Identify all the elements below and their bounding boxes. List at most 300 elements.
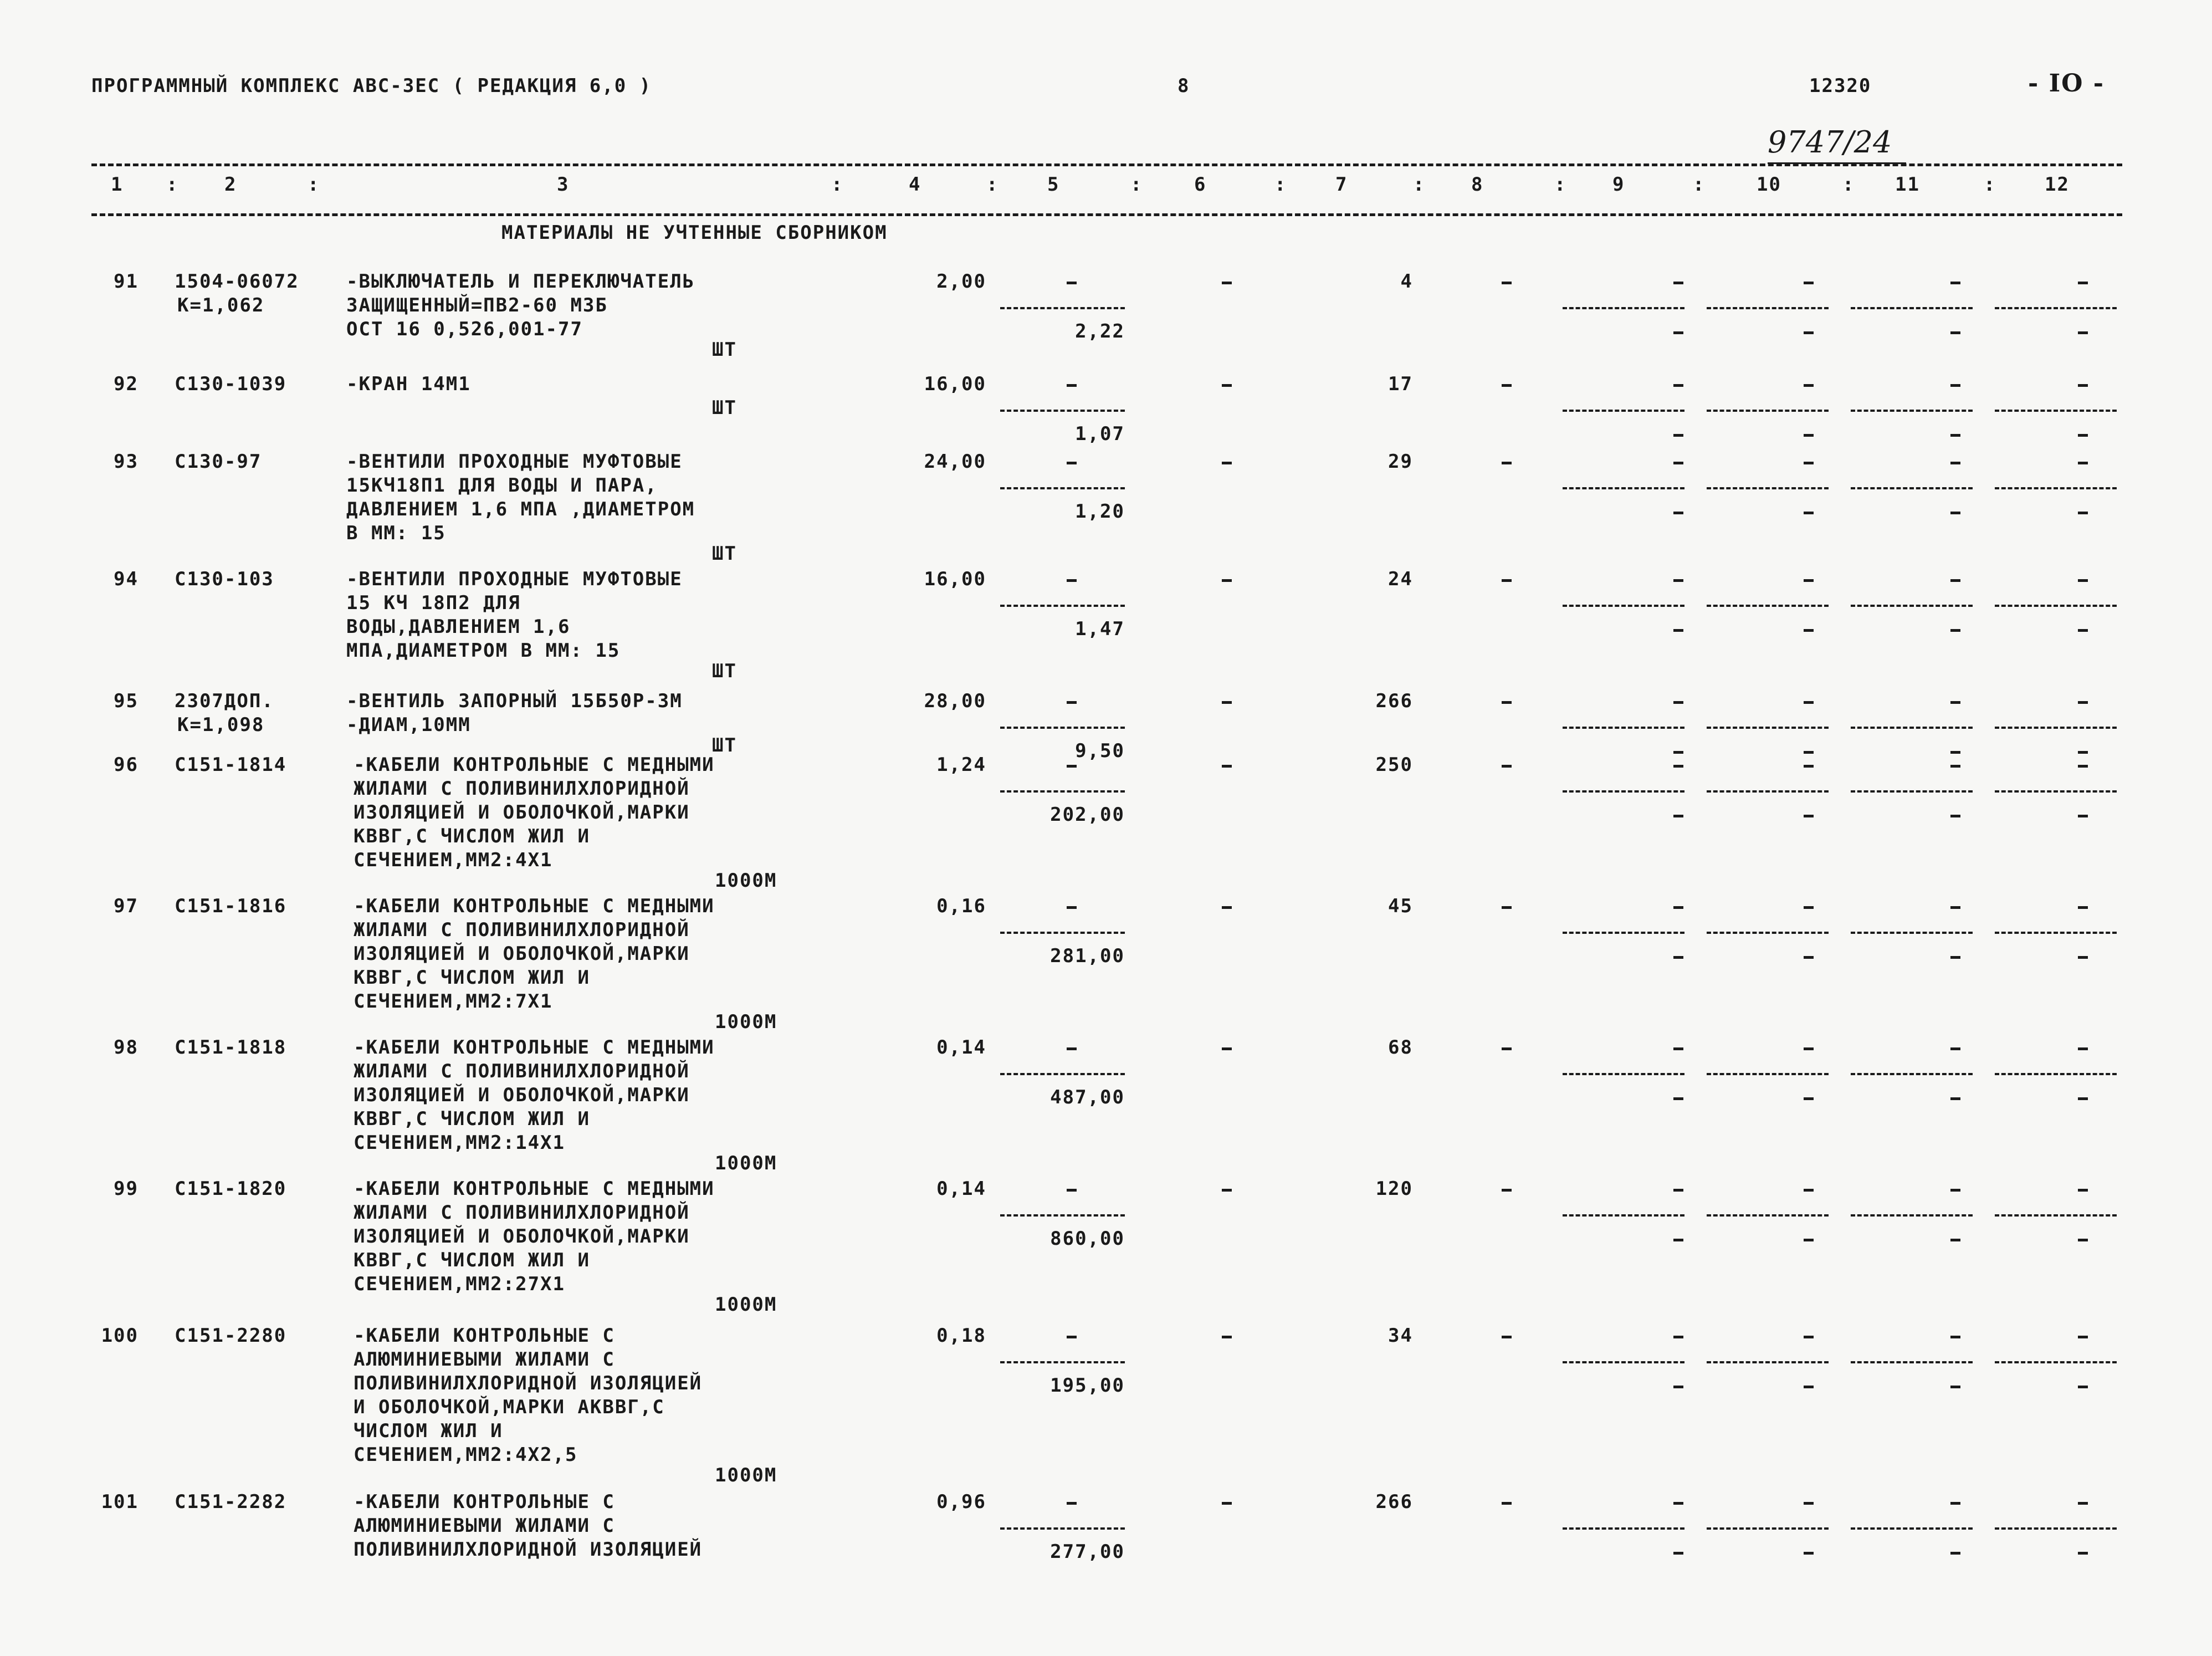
col9-fraction-line — [1563, 727, 1684, 729]
col6-dash — [1222, 701, 1232, 704]
col6-dash — [1222, 1189, 1232, 1192]
row-number: 100 — [101, 1325, 139, 1347]
row-code-coefficient: К=1,098 — [177, 714, 265, 736]
row-description-line: -КАБЕЛИ КОНТРОЛЬНЫЕ С МЕДНЫМИ — [354, 754, 715, 776]
col9-bottom-dash — [1673, 1239, 1683, 1241]
section-title: МАТЕРИАЛЫ НЕ УЧТЕННЫЕ СБОРНИКОМ — [501, 222, 888, 244]
row-description-line: В ММ: 15 — [346, 522, 446, 544]
column-header-10: 10 — [1757, 173, 1781, 196]
col8-dash — [1502, 1189, 1512, 1192]
col10-bottom-dash — [1804, 956, 1814, 959]
col11-fraction-line — [1851, 307, 1973, 309]
col5-fraction-line — [1000, 410, 1125, 412]
col5-top-dash — [1067, 462, 1077, 464]
col10-top-dash — [1804, 579, 1814, 582]
col8-dash — [1502, 384, 1512, 387]
col6-dash — [1222, 1502, 1232, 1505]
row-description-line: СЕЧЕНИЕМ,ММ2:14Х1 — [354, 1132, 565, 1154]
row-code: С151-1814 — [175, 754, 287, 776]
row-description-line: СЕЧЕНИЕМ,ММ2:7Х1 — [354, 990, 553, 1013]
col9-top-dash — [1673, 579, 1683, 582]
col11-bottom-dash — [1950, 512, 1960, 514]
row-unit-price: 1,47 — [1075, 618, 1125, 640]
col12-top-dash — [2078, 701, 2088, 704]
col9-top-dash — [1673, 701, 1683, 704]
col12-fraction-line — [1995, 1073, 2117, 1075]
row-description-line: -ВЫКЛЮЧАТЕЛЬ И ПЕРЕКЛЮЧАТЕЛЬ — [346, 270, 695, 293]
row-description-line: ЖИЛАМИ С ПОЛИВИНИЛХЛОРИДНОЙ — [354, 919, 690, 941]
row-description-line: -КРАН 14М1 — [346, 373, 471, 395]
row-number: 94 — [114, 568, 139, 590]
row-description-line: -КАБЕЛИ КОНТРОЛЬНЫЕ С — [354, 1491, 615, 1513]
row-unit: 1000М — [715, 870, 777, 892]
col10-fraction-line — [1707, 487, 1829, 489]
column-header-5: 5 — [1047, 173, 1060, 196]
col10-bottom-dash — [1804, 629, 1814, 632]
column-separator: : — [831, 173, 844, 196]
col10-top-dash — [1804, 1047, 1814, 1050]
col11-fraction-line — [1851, 1214, 1973, 1217]
col10-top-dash — [1804, 1502, 1814, 1505]
col5-top-dash — [1067, 906, 1077, 909]
row-description-line: ОСТ 16 0,526,001-77 — [346, 318, 583, 340]
row-description-line: ЖИЛАМИ С ПОЛИВИНИЛХЛОРИДНОЙ — [354, 778, 690, 800]
row-unit-price: 487,00 — [1050, 1086, 1125, 1108]
col5-top-dash — [1067, 701, 1077, 704]
row-unit: 1000М — [715, 1294, 777, 1316]
col12-top-dash — [2078, 282, 2088, 284]
col5-top-dash — [1067, 1502, 1077, 1505]
row-description-line: ИЗОЛЯЦИЕЙ И ОБОЛОЧКОЙ,МАРКИ — [354, 1225, 690, 1248]
column-header-9: 9 — [1612, 173, 1625, 196]
column-header-4: 4 — [909, 173, 921, 196]
row-total: 4 — [1400, 270, 1413, 293]
column-header-2: 2 — [224, 173, 237, 196]
row-description-line: ИЗОЛЯЦИЕЙ И ОБОЛОЧКОЙ,МАРКИ — [354, 1084, 690, 1106]
col12-top-dash — [2078, 1502, 2088, 1505]
row-code: С130-103 — [175, 568, 274, 590]
row-total: 250 — [1375, 754, 1413, 776]
col12-top-dash — [2078, 462, 2088, 464]
row-code: С151-1816 — [175, 895, 287, 917]
row-number: 91 — [114, 270, 139, 293]
row-unit-price: 1,20 — [1075, 500, 1125, 523]
row-code: С151-2280 — [175, 1325, 287, 1347]
col10-fraction-line — [1707, 727, 1829, 729]
row-unit-price: 277,00 — [1050, 1541, 1125, 1563]
col12-fraction-line — [1995, 932, 2117, 934]
row-quantity: 2,00 — [936, 270, 986, 293]
col9-bottom-dash — [1673, 815, 1683, 817]
col9-bottom-dash — [1673, 434, 1683, 437]
col9-top-dash — [1673, 765, 1683, 768]
col11-top-dash — [1950, 765, 1960, 768]
col9-top-dash — [1673, 462, 1683, 464]
col9-bottom-dash — [1673, 331, 1683, 334]
row-unit: ШТ — [712, 660, 737, 682]
program-header: ПРОГРАММНЫЙ КОМПЛЕКС АВС-ЗЕС ( РЕДАКЦИЯ 6,0 ) — [91, 75, 652, 97]
row-code: С151-2282 — [175, 1491, 287, 1513]
col12-fraction-line — [1995, 307, 2117, 309]
col5-fraction-line — [1000, 605, 1125, 607]
col9-bottom-dash — [1673, 1552, 1683, 1555]
column-separator: : — [1413, 173, 1426, 196]
row-number: 101 — [101, 1491, 139, 1513]
col12-top-dash — [2078, 906, 2088, 909]
row-description-line: -КАБЕЛИ КОНТРОЛЬНЫЕ С — [354, 1325, 615, 1347]
col11-fraction-line — [1851, 487, 1973, 489]
col5-top-dash — [1067, 384, 1077, 387]
col5-top-dash — [1067, 579, 1077, 582]
col10-bottom-dash — [1804, 331, 1814, 334]
col12-top-dash — [2078, 1047, 2088, 1050]
col11-bottom-dash — [1950, 1239, 1960, 1241]
col9-bottom-dash — [1673, 512, 1683, 514]
col10-bottom-dash — [1804, 1552, 1814, 1555]
row-unit-price: 860,00 — [1050, 1228, 1125, 1250]
col12-top-dash — [2078, 1336, 2088, 1338]
col5-top-dash — [1067, 1189, 1077, 1192]
column-separator: : — [166, 173, 179, 196]
col5-fraction-line — [1000, 790, 1125, 793]
col9-top-dash — [1673, 906, 1683, 909]
col9-fraction-line — [1563, 487, 1684, 489]
col8-dash — [1502, 701, 1512, 704]
col6-dash — [1222, 1336, 1232, 1338]
row-description-line: 15 КЧ 18П2 ДЛЯ — [346, 592, 521, 614]
column-separator: : — [1274, 173, 1287, 196]
row-description-line: ПОЛИВИНИЛХЛОРИДНОЙ ИЗОЛЯЦИЕЙ — [354, 1539, 703, 1561]
col9-fraction-line — [1563, 1214, 1684, 1217]
col10-bottom-dash — [1804, 1386, 1814, 1388]
col10-top-dash — [1804, 765, 1814, 768]
col9-bottom-dash — [1673, 629, 1683, 632]
row-total: 17 — [1388, 373, 1413, 395]
row-unit-price: 1,07 — [1075, 423, 1125, 445]
col11-bottom-dash — [1950, 751, 1960, 754]
row-code: 2307ДОП. — [175, 690, 274, 712]
row-code: С151-1820 — [175, 1178, 287, 1200]
row-number: 96 — [114, 754, 139, 776]
row-description-line: МПА,ДИАМЕТРОМ В ММ: 15 — [346, 640, 621, 662]
row-description-line: СЕЧЕНИЕМ,ММ2:4Х2,5 — [354, 1444, 578, 1466]
col11-fraction-line — [1851, 727, 1973, 729]
row-description-line: ИЗОЛЯЦИЕЙ И ОБОЛОЧКОЙ,МАРКИ — [354, 801, 690, 824]
row-unit: ШТ — [712, 397, 737, 419]
column-separator: : — [986, 173, 999, 196]
col11-bottom-dash — [1950, 331, 1960, 334]
row-quantity: 1,24 — [936, 754, 986, 776]
row-description-line: КВВГ,С ЧИСЛОМ ЖИЛ И — [354, 825, 590, 847]
col11-fraction-line — [1851, 1361, 1973, 1363]
col12-bottom-dash — [2078, 815, 2088, 817]
column-separator: : — [308, 173, 320, 196]
col11-top-dash — [1950, 384, 1960, 387]
col10-fraction-line — [1707, 410, 1829, 412]
col5-fraction-line — [1000, 727, 1125, 729]
col12-bottom-dash — [2078, 331, 2088, 334]
column-separator: : — [1130, 173, 1143, 196]
column-separator: : — [1984, 173, 1996, 196]
row-number: 92 — [114, 373, 139, 395]
col5-fraction-line — [1000, 1214, 1125, 1217]
column-separator: : — [1554, 173, 1567, 196]
col12-bottom-dash — [2078, 1239, 2088, 1241]
row-description-line: -ДИАМ,10ММ — [346, 714, 471, 736]
col11-bottom-dash — [1950, 1552, 1960, 1555]
col12-bottom-dash — [2078, 956, 2088, 959]
col5-top-dash — [1067, 765, 1077, 768]
col8-dash — [1502, 462, 1512, 464]
col9-top-dash — [1673, 1047, 1683, 1050]
row-quantity: 16,00 — [924, 373, 986, 395]
col11-fraction-line — [1851, 932, 1973, 934]
col6-dash — [1222, 765, 1232, 768]
row-description-line: КВВГ,С ЧИСЛОМ ЖИЛ И — [354, 967, 590, 989]
col5-top-dash — [1067, 282, 1077, 284]
col12-fraction-line — [1995, 727, 2117, 729]
row-description-line: АЛЮМИНИЕВЫМИ ЖИЛАМИ С — [354, 1348, 615, 1371]
col10-fraction-line — [1707, 932, 1829, 934]
col11-bottom-dash — [1950, 956, 1960, 959]
row-unit: 1000М — [715, 1152, 777, 1174]
row-description-line: АЛЮМИНИЕВЫМИ ЖИЛАМИ С — [354, 1515, 615, 1537]
row-quantity: 0,16 — [936, 895, 986, 917]
col9-bottom-dash — [1673, 1386, 1683, 1388]
col10-bottom-dash — [1804, 815, 1814, 817]
table-top-rule — [91, 163, 2122, 166]
col10-fraction-line — [1707, 307, 1829, 309]
col5-fraction-line — [1000, 1361, 1125, 1363]
sheet-number: 8 — [1177, 75, 1190, 97]
row-total: 120 — [1375, 1178, 1413, 1200]
row-unit-price: 2,22 — [1075, 320, 1125, 343]
col9-top-dash — [1673, 384, 1683, 387]
col9-fraction-line — [1563, 932, 1684, 934]
document-code: 12320 — [1809, 75, 1872, 97]
col6-dash — [1222, 384, 1232, 387]
col5-fraction-line — [1000, 932, 1125, 934]
col12-top-dash — [2078, 765, 2088, 768]
col12-bottom-dash — [2078, 629, 2088, 632]
row-code: 1504-06072 — [175, 270, 299, 293]
row-quantity: 16,00 — [924, 568, 986, 590]
row-code: С130-97 — [175, 451, 262, 473]
col10-top-dash — [1804, 384, 1814, 387]
col8-dash — [1502, 282, 1512, 284]
col5-top-dash — [1067, 1336, 1077, 1338]
row-code: С151-1818 — [175, 1036, 287, 1059]
col10-bottom-dash — [1804, 751, 1814, 754]
col11-fraction-line — [1851, 605, 1973, 607]
row-description-line: -ВЕНТИЛИ ПРОХОДНЫЕ МУФТОВЫЕ — [346, 451, 683, 473]
row-unit: ШТ — [712, 339, 737, 361]
row-description-line: -КАБЕЛИ КОНТРОЛЬНЫЕ С МЕДНЫМИ — [354, 1036, 715, 1059]
col10-fraction-line — [1707, 1073, 1829, 1075]
row-number: 99 — [114, 1178, 139, 1200]
col12-fraction-line — [1995, 1361, 2117, 1363]
col9-bottom-dash — [1673, 1097, 1683, 1100]
row-quantity: 0,96 — [936, 1491, 986, 1513]
row-description-line: -КАБЕЛИ КОНТРОЛЬНЫЕ С МЕДНЫМИ — [354, 1178, 715, 1200]
row-unit-price: 9,50 — [1075, 740, 1125, 762]
col9-fraction-line — [1563, 1361, 1684, 1363]
col10-top-dash — [1804, 282, 1814, 284]
row-quantity: 0,14 — [936, 1036, 986, 1059]
col9-bottom-dash — [1673, 956, 1683, 959]
row-total: 266 — [1375, 690, 1413, 712]
row-description-line: И ОБОЛОЧКОЙ,МАРКИ АКВВГ,С — [354, 1396, 665, 1418]
col11-top-dash — [1950, 282, 1960, 284]
column-header-7: 7 — [1335, 173, 1348, 196]
col12-fraction-line — [1995, 487, 2117, 489]
col6-dash — [1222, 906, 1232, 909]
col11-bottom-dash — [1950, 815, 1960, 817]
col10-top-dash — [1804, 462, 1814, 464]
column-header-11: 11 — [1895, 173, 1920, 196]
row-unit: ШТ — [712, 543, 737, 565]
col5-fraction-line — [1000, 307, 1125, 309]
row-description-line: 15КЧ18П1 ДЛЯ ВОДЫ И ПАРА, — [346, 474, 658, 497]
col10-top-dash — [1804, 701, 1814, 704]
col10-bottom-dash — [1804, 434, 1814, 437]
row-description-line: ИЗОЛЯЦИЕЙ И ОБОЛОЧКОЙ,МАРКИ — [354, 943, 690, 965]
table-header-rule — [91, 213, 2122, 216]
col5-top-dash — [1067, 1047, 1077, 1050]
row-unit: 1000М — [715, 1464, 777, 1486]
row-description-line: ЗАЩИЩЕННЫЙ=ПВ2-60 М3Б — [346, 294, 608, 316]
col6-dash — [1222, 462, 1232, 464]
col12-bottom-dash — [2078, 512, 2088, 514]
col10-bottom-dash — [1804, 1239, 1814, 1241]
col12-fraction-line — [1995, 790, 2117, 793]
col11-top-dash — [1950, 701, 1960, 704]
column-header-1: 1 — [111, 173, 124, 196]
col10-top-dash — [1804, 1189, 1814, 1192]
row-code-coefficient: К=1,062 — [177, 294, 265, 316]
col11-bottom-dash — [1950, 1386, 1960, 1388]
col12-bottom-dash — [2078, 1552, 2088, 1555]
col8-dash — [1502, 765, 1512, 768]
row-description-line: СЕЧЕНИЕМ,ММ2:27Х1 — [354, 1273, 565, 1295]
col12-top-dash — [2078, 1189, 2088, 1192]
col10-top-dash — [1804, 906, 1814, 909]
row-unit-price: 195,00 — [1050, 1374, 1125, 1397]
row-total: 68 — [1388, 1036, 1413, 1059]
col12-bottom-dash — [2078, 751, 2088, 754]
col11-top-dash — [1950, 1189, 1960, 1192]
row-description-line: СЕЧЕНИЕМ,ММ2:4Х1 — [354, 849, 553, 871]
col11-fraction-line — [1851, 1073, 1973, 1075]
col11-fraction-line — [1851, 410, 1973, 412]
row-unit: ШТ — [712, 734, 737, 757]
col12-fraction-line — [1995, 410, 2117, 412]
row-total: 29 — [1388, 451, 1413, 473]
col10-bottom-dash — [1804, 512, 1814, 514]
column-header-3: 3 — [557, 173, 570, 196]
col11-top-dash — [1950, 462, 1960, 464]
col12-fraction-line — [1995, 605, 2117, 607]
row-description-line: -ВЕНТИЛЬ ЗАПОРНЫЙ 15Б50Р-3М — [346, 690, 683, 712]
col6-dash — [1222, 282, 1232, 284]
col10-top-dash — [1804, 1336, 1814, 1338]
column-header-12: 12 — [2045, 173, 2070, 196]
col11-bottom-dash — [1950, 629, 1960, 632]
col9-fraction-line — [1563, 605, 1684, 607]
row-description-line: ВОДЫ,ДАВЛЕНИЕМ 1,6 — [346, 616, 571, 638]
row-description-line: -КАБЕЛИ КОНТРОЛЬНЫЕ С МЕДНЫМИ — [354, 895, 715, 917]
row-total: 266 — [1375, 1491, 1413, 1513]
col9-top-dash — [1673, 282, 1683, 284]
row-description-line: ЖИЛАМИ С ПОЛИВИНИЛХЛОРИДНОЙ — [354, 1202, 690, 1224]
row-unit-price: 202,00 — [1050, 804, 1125, 826]
col10-fraction-line — [1707, 1527, 1829, 1530]
col8-dash — [1502, 1336, 1512, 1338]
col9-top-dash — [1673, 1502, 1683, 1505]
col5-fraction-line — [1000, 1073, 1125, 1075]
col10-fraction-line — [1707, 1214, 1829, 1217]
row-total: 45 — [1388, 895, 1413, 917]
col8-dash — [1502, 906, 1512, 909]
col8-dash — [1502, 1047, 1512, 1050]
row-total: 24 — [1388, 568, 1413, 590]
col10-fraction-line — [1707, 1361, 1829, 1363]
column-separator: : — [1693, 173, 1706, 196]
col9-fraction-line — [1563, 1073, 1684, 1075]
row-description-line: ЖИЛАМИ С ПОЛИВИНИЛХЛОРИДНОЙ — [354, 1060, 690, 1082]
row-number: 95 — [114, 690, 139, 712]
row-quantity: 28,00 — [924, 690, 986, 712]
col12-bottom-dash — [2078, 434, 2088, 437]
col11-bottom-dash — [1950, 434, 1960, 437]
column-header-6: 6 — [1194, 173, 1207, 196]
row-total: 34 — [1388, 1325, 1413, 1347]
col12-fraction-line — [1995, 1527, 2117, 1530]
col10-fraction-line — [1707, 790, 1829, 793]
col12-bottom-dash — [2078, 1097, 2088, 1100]
row-description-line: ПОЛИВИНИЛХЛОРИДНОЙ ИЗОЛЯЦИЕЙ — [354, 1372, 703, 1394]
page-number: - IO - — [2028, 69, 2105, 98]
column-header-8: 8 — [1471, 173, 1484, 196]
row-unit-price: 281,00 — [1050, 945, 1125, 967]
col11-fraction-line — [1851, 790, 1973, 793]
col6-dash — [1222, 579, 1232, 582]
col9-top-dash — [1673, 1189, 1683, 1192]
col12-bottom-dash — [2078, 1386, 2088, 1388]
col12-top-dash — [2078, 579, 2088, 582]
row-description-line: КВВГ,С ЧИСЛОМ ЖИЛ И — [354, 1108, 590, 1130]
col9-fraction-line — [1563, 790, 1684, 793]
col9-fraction-line — [1563, 1527, 1684, 1530]
col11-top-dash — [1950, 1047, 1960, 1050]
row-quantity: 24,00 — [924, 451, 986, 473]
col11-top-dash — [1950, 906, 1960, 909]
col9-top-dash — [1673, 1336, 1683, 1338]
col9-bottom-dash — [1673, 751, 1683, 754]
row-description-line: -ВЕНТИЛИ ПРОХОДНЫЕ МУФТОВЫЕ — [346, 568, 683, 590]
row-number: 97 — [114, 895, 139, 917]
col11-fraction-line — [1851, 1527, 1973, 1530]
row-description-line: КВВГ,С ЧИСЛОМ ЖИЛ И — [354, 1249, 590, 1271]
col9-fraction-line — [1563, 307, 1684, 309]
col6-dash — [1222, 1047, 1232, 1050]
col9-fraction-line — [1563, 410, 1684, 412]
col11-top-dash — [1950, 579, 1960, 582]
row-quantity: 0,18 — [936, 1325, 986, 1347]
row-unit: 1000М — [715, 1011, 777, 1033]
row-quantity: 0,14 — [936, 1178, 986, 1200]
col11-top-dash — [1950, 1502, 1960, 1505]
